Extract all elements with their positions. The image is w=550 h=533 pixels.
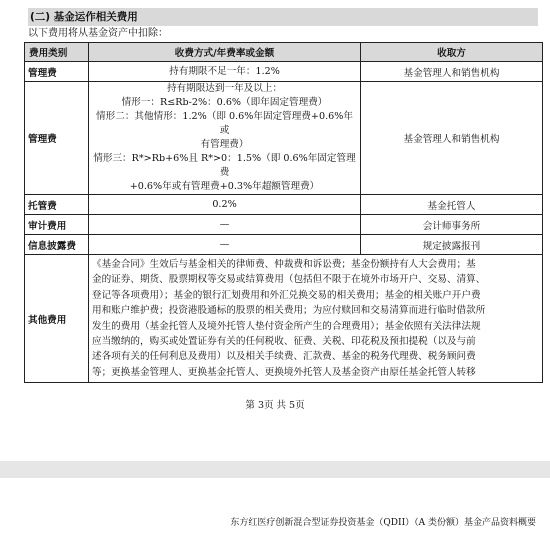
other-line: 发生的费用（基金托管人及境外托管人垫付资金所产生的合理费用）；基金依照有关法律法规 bbox=[92, 320, 481, 332]
table-header-row bbox=[25, 43, 543, 62]
row-category: 其他费用 bbox=[25, 255, 89, 383]
other-line: 述各项有关的任何利息及费用）以及相关手续费、汇款费、基金的税务代理费、税务顾问费 bbox=[92, 351, 476, 363]
method-line: 情形一：R≤Rb-2%：0.6%（即年固定管理费） bbox=[121, 97, 328, 108]
header-method: 收费方式/年费率或金额 bbox=[89, 43, 361, 62]
page-separator bbox=[0, 461, 550, 478]
row-recipient: 基金托管人 bbox=[361, 195, 543, 215]
other-line: 《基金合同》生效后与基金相关的律师费、仲裁费和诉讼费；基金份额持有人大会费用；基 bbox=[92, 258, 476, 270]
next-page-header: 东方红医疗创新混合型证券投资基金（QDII）（A 类份额）基金产品资料概要 bbox=[230, 518, 536, 528]
other-line: 应当缴纳的，购买或处置证券有关的任何税收、征费、关税、印花税及预扣提税（以及与前 bbox=[92, 335, 476, 347]
row-recipient: 规定披露报刊 bbox=[361, 235, 543, 255]
row-category: 审计费用 bbox=[25, 215, 89, 235]
row-method bbox=[89, 195, 361, 215]
method-line: — bbox=[219, 218, 230, 230]
table-row bbox=[25, 62, 543, 82]
fee-table bbox=[24, 42, 543, 383]
other-line: 等；更换基金管理人、更换基金托管人、更换境外托管人及基金资产由原任基金托管人转移 bbox=[92, 366, 476, 378]
row-recipient: 基金管理人和销售机构 bbox=[361, 82, 543, 195]
header-recipient: 收取方 bbox=[361, 43, 543, 62]
method-line: 0.2% bbox=[212, 198, 237, 210]
row-recipient: 基金管理人和销售机构 bbox=[361, 62, 543, 82]
page-number: 第 3页 共 5页 bbox=[245, 400, 305, 411]
method-line: 有管理费） bbox=[200, 139, 249, 150]
row-method bbox=[89, 62, 361, 82]
section-intro: 以下费用将从基金资产中扣除： bbox=[28, 28, 168, 39]
method-line: 情形三：R*>Rb+6%且 R*>0：1.5%（即 0.6%年固定管理费 bbox=[93, 153, 356, 178]
method-line: +0.6%年或有管理费+0.3%年超额管理费） bbox=[129, 181, 320, 192]
other-fee-description bbox=[89, 255, 543, 383]
section-title: (二) 基金运作相关费用 bbox=[28, 8, 538, 26]
row-method bbox=[89, 82, 361, 195]
row-category: 管理费 bbox=[25, 62, 89, 82]
method-line: — bbox=[219, 238, 230, 250]
table-row bbox=[25, 215, 543, 235]
other-line: 用和账户维护费；投资港股通标的股票的相关费用；为应付赎回和交易清算而进行临时借款所 bbox=[92, 305, 486, 317]
method-line: 持有期限不足一年：1.2% bbox=[169, 65, 280, 77]
other-line: 登记等各项费用）；基金的银行汇划费用和外汇兑换交易的相关费用；基金的相关账户开户费 bbox=[92, 289, 481, 301]
table-row bbox=[25, 235, 543, 255]
row-method bbox=[89, 215, 361, 235]
row-category: 托管费 bbox=[25, 195, 89, 215]
table-row bbox=[25, 195, 543, 215]
table-row bbox=[25, 255, 543, 383]
method-line: 持有期限达到一年及以上： bbox=[166, 83, 283, 94]
header-category: 费用类别 bbox=[25, 43, 89, 62]
table-row bbox=[25, 82, 543, 195]
row-method bbox=[89, 235, 361, 255]
method-line: 情形二：其他情形：1.2%（即 0.6%年固定管理费+0.6%年或 bbox=[96, 111, 353, 136]
row-recipient: 会计师事务所 bbox=[361, 215, 543, 235]
row-category: 管理费 bbox=[25, 82, 89, 195]
row-category: 信息披露费 bbox=[25, 235, 89, 255]
other-line: 金的证券、期货、股票期权等交易或结算费用（包括但不限于在境外市场开户、交易、清算、 bbox=[92, 274, 486, 286]
